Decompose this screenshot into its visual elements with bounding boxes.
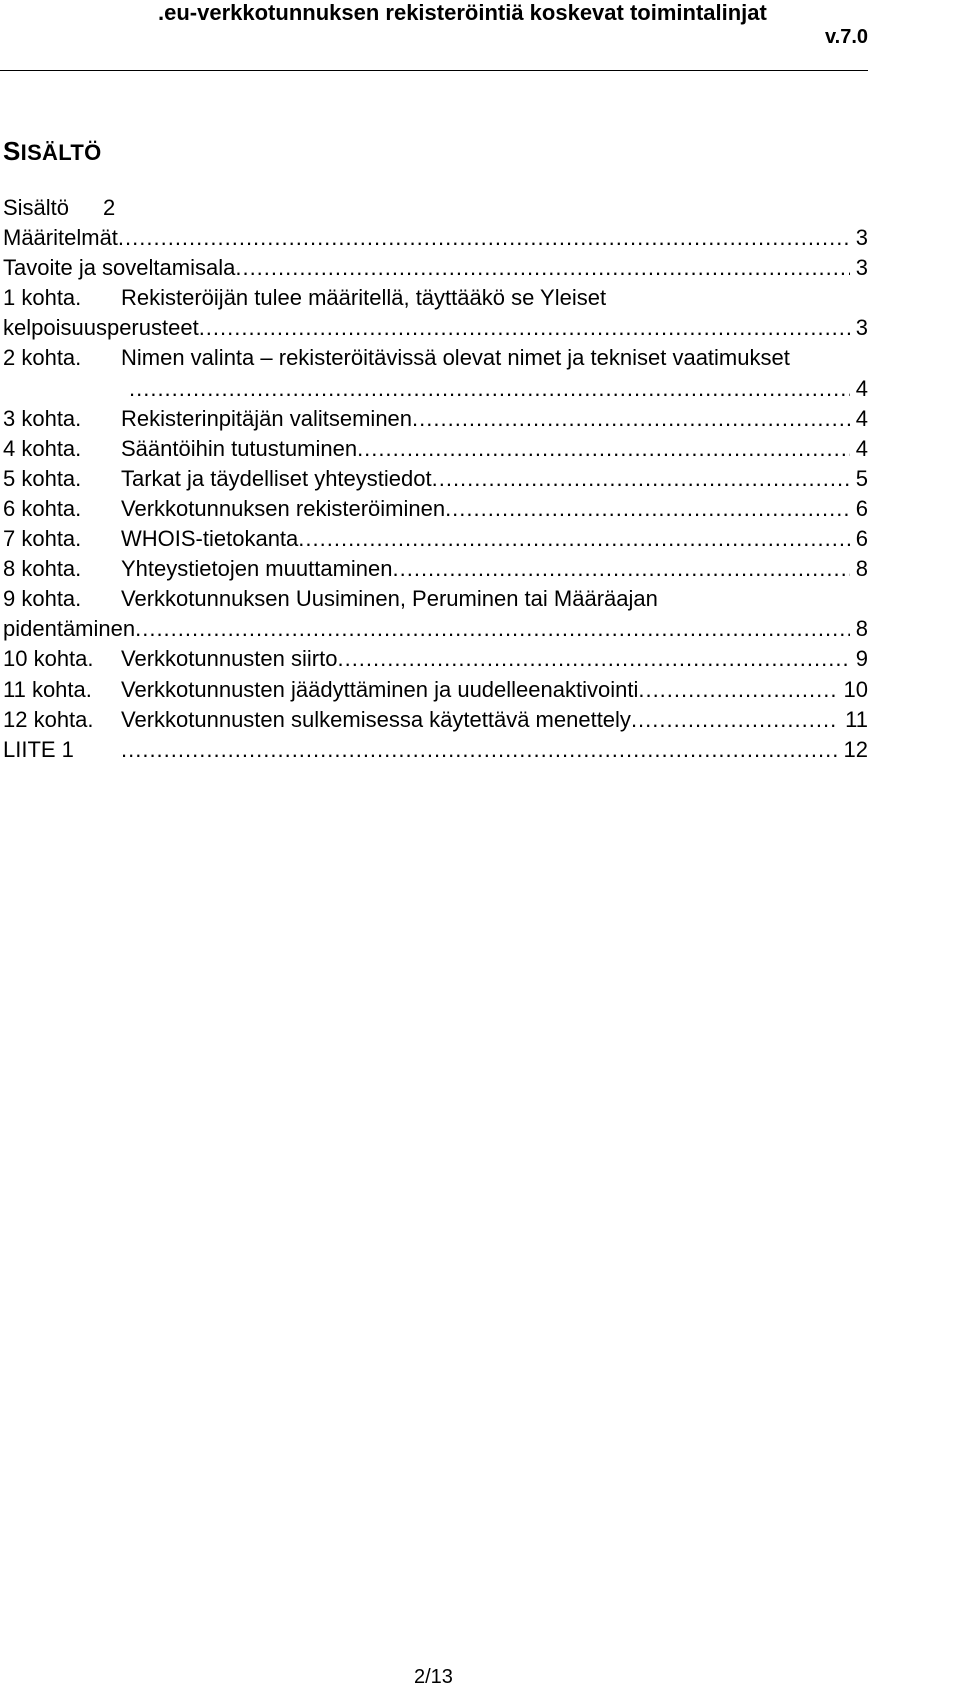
- toc-entry-text: Sisältö: [3, 195, 70, 220]
- toc-entry-number: 12 kohta.: [3, 706, 94, 732]
- toc-entry-number: 9 kohta.: [3, 586, 82, 612]
- toc-entry-text: Verkkotunnuksen Uusiminen, Peruminen tai Määräajan: [121, 586, 658, 612]
- toc-leader-dots: [393, 554, 850, 584]
- toc-entry-number: 2 kohta.: [3, 345, 82, 371]
- toc-entry-text: Sääntöihin tutustuminen: [121, 435, 358, 461]
- toc-entry-k8[interactable]: [3, 554, 868, 584]
- toc-entry-text: Verkkotunnusten siirto: [121, 646, 338, 672]
- toc-entry-text: Verkkotunnuksen rekisteröiminen: [121, 495, 446, 521]
- toc-leader-dots: [235, 253, 849, 283]
- toc-leader-dots: [357, 434, 850, 464]
- toc-leader-dots: [412, 404, 850, 434]
- toc-leader-dots: [135, 614, 850, 644]
- toc-leader-dots: [638, 675, 837, 705]
- toc-heading: [3, 136, 102, 168]
- toc-leader-dots: [445, 494, 850, 524]
- toc-entry-number: 10 kohta.: [3, 646, 94, 672]
- toc-entry-number: 6 kohta.: [3, 495, 82, 521]
- toc-entry-text: Verkkotunnusten sulkemisessa käytettävä menettely: [121, 706, 631, 732]
- toc-entry-page: 8: [855, 556, 868, 582]
- toc-leader-dots: [121, 735, 838, 765]
- toc-leader-dots: [432, 464, 850, 494]
- header-divider: [0, 70, 868, 71]
- toc-leader-dots: [337, 644, 849, 674]
- toc-entry-text: Tarkat ja täydelliset yhteystiedot: [121, 465, 432, 491]
- toc-entry-number: 1 kohta.: [3, 285, 82, 311]
- toc-entry-k4[interactable]: [3, 434, 868, 464]
- toc-entry-k11[interactable]: [3, 675, 868, 705]
- toc-entry-k3[interactable]: [3, 404, 868, 434]
- toc-entry-text-continued: pidentäminen: [3, 616, 136, 642]
- toc-entry-k5[interactable]: [3, 464, 868, 494]
- page-header: [0, 0, 960, 74]
- toc-entry-page: 11: [845, 706, 868, 732]
- toc-entry-page: 6: [855, 495, 868, 521]
- toc-entry-page: 4: [855, 405, 868, 431]
- toc-entry-page: 8: [855, 616, 868, 642]
- toc-entry-k7[interactable]: [3, 524, 868, 554]
- toc-entry-liite[interactable]: [3, 735, 868, 765]
- toc-leader-dots: [298, 524, 849, 554]
- toc-entry-number: 3 kohta.: [3, 405, 82, 431]
- toc-entry-k6[interactable]: [3, 494, 868, 524]
- toc-entry-page: 4: [855, 435, 868, 461]
- toc-entry-text: Määritelmät: [3, 225, 118, 251]
- toc-leader-dots: [118, 223, 850, 253]
- toc-entry-number: 5 kohta.: [3, 465, 82, 491]
- toc-entry-text: Nimen valinta – rekisteröitävissä olevat nimet ja tekniset vaatimukset: [121, 345, 790, 371]
- toc-entry-tavoite[interactable]: [3, 253, 868, 283]
- toc-entry-page: 10: [843, 676, 868, 702]
- table-of-contents: [3, 193, 868, 765]
- toc-leader-dots: [199, 313, 850, 343]
- toc-entry-text: Rekisterinpitäjän valitseminen: [121, 405, 413, 431]
- toc-heading-initial: S: [3, 136, 21, 166]
- toc-entry-number: 4 kohta.: [3, 435, 82, 461]
- toc-heading-rest: ISÄLTÖ: [20, 140, 102, 165]
- toc-entry-page: 9: [855, 646, 868, 672]
- toc-entry-text: Verkkotunnusten jäädyttäminen ja uudelleenaktivointi: [121, 676, 639, 702]
- toc-entry-text: Rekisteröijän tulee määritellä, täyttääkö se Yleiset: [121, 285, 607, 311]
- toc-entry-k12[interactable]: [3, 705, 868, 735]
- toc-entry-k1[interactable]: [3, 283, 868, 313]
- toc-entry-page: 2: [103, 195, 116, 220]
- toc-entry-page: 3: [855, 315, 868, 341]
- toc-entry-page: 3: [855, 255, 868, 281]
- document-version: v.7.0: [825, 26, 868, 48]
- toc-entry-text-continued: kelpoisuusperusteet: [3, 315, 199, 341]
- toc-entry-number: 7 kohta.: [3, 526, 82, 552]
- toc-entry-text: WHOIS-tietokanta: [121, 526, 299, 552]
- toc-entry-k9-continued[interactable]: [3, 614, 868, 644]
- toc-entry-k1-continued[interactable]: [3, 313, 868, 343]
- toc-entry-page: 3: [855, 225, 868, 251]
- toc-entry-k2[interactable]: [3, 343, 868, 373]
- toc-entry-number: 8 kohta.: [3, 556, 82, 582]
- toc-entry-sisalto[interactable]: [3, 193, 868, 223]
- toc-entry-k2-continued[interactable]: [3, 374, 868, 404]
- toc-entry-page: 6: [855, 526, 868, 552]
- toc-entry-k9[interactable]: [3, 584, 868, 614]
- toc-entry-page: 5: [855, 465, 868, 491]
- toc-entry-page: 4: [855, 375, 868, 401]
- toc-entry-text: Yhteystietojen muuttaminen: [121, 556, 393, 582]
- toc-entry-number: 11 kohta.: [3, 676, 92, 702]
- toc-entry-text: Tavoite ja soveltamisala: [3, 255, 236, 281]
- toc-entry-page: 12: [843, 736, 868, 762]
- toc-leader-dots: [631, 705, 839, 735]
- toc-entry-k10[interactable]: [3, 644, 868, 674]
- toc-leader-dots: [129, 374, 850, 404]
- page-number: 2/13: [414, 1666, 453, 1688]
- toc-entry-maaritelmat[interactable]: [3, 223, 868, 253]
- document-title: .eu-verkkotunnuksen rekisteröintiä koskevat toimintalinjat: [158, 0, 767, 25]
- toc-entry-number: LIITE 1: [3, 736, 74, 762]
